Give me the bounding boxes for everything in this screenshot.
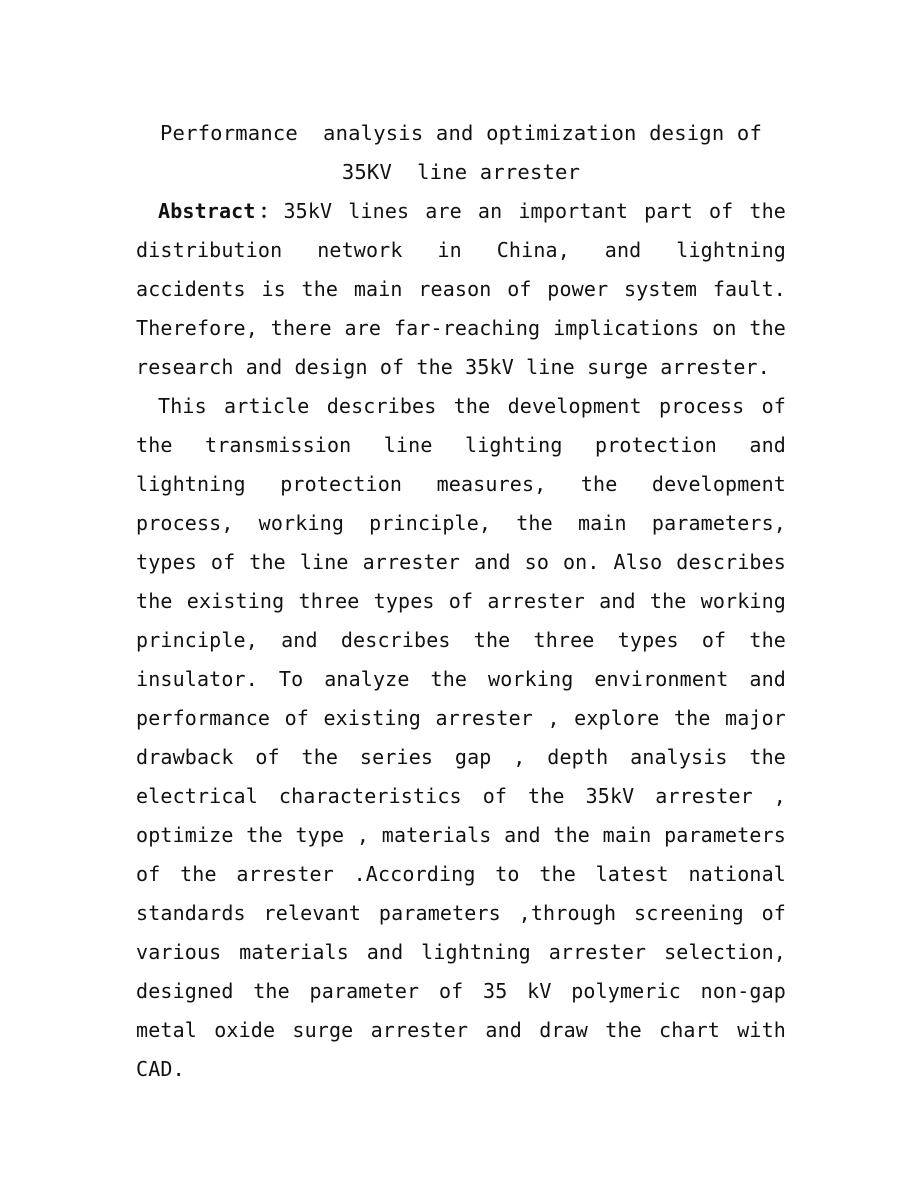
title-line-2: 35KV line arrester — [341, 160, 581, 184]
document-page — [136, 114, 786, 1089]
abstract-paragraph-1 — [136, 192, 786, 387]
abstract-text-2: This article describes the development process of the transmission line lighting protection and lightning protection measures, the development process, working principle, the main parameters, types of the line arrester and so on. Also describes the existing three types of arrester and the working principle, and describes the three types of the insulator. To analyze the working environment and performance of existing arrester , explore the major drawback of the series gap , depth analysis the electrical characteristics of the 35kV arrester , optimize the type , materials and the main parameters of the arrester .According to the latest national standards relevant parameters ,through screening of various materials and lightning arrester selection, designed the parameter of 35 kV polymeric non-gap metal oxide surge arrester and draw the chart with CAD. — [136, 394, 786, 1081]
abstract-paragraph-2 — [136, 387, 786, 1089]
document-title — [136, 114, 786, 192]
abstract-label: Abstract： — [158, 199, 284, 223]
abstract-text-1: 35kV lines are an important part of the distribution network in China, and lightning accidents is the main reason of power system fault. Therefore, there are far-reaching implications on the research and design of the 35kV line surge arrester. — [136, 199, 786, 379]
title-line-1: Performance analysis and optimization design of — [159, 121, 763, 145]
